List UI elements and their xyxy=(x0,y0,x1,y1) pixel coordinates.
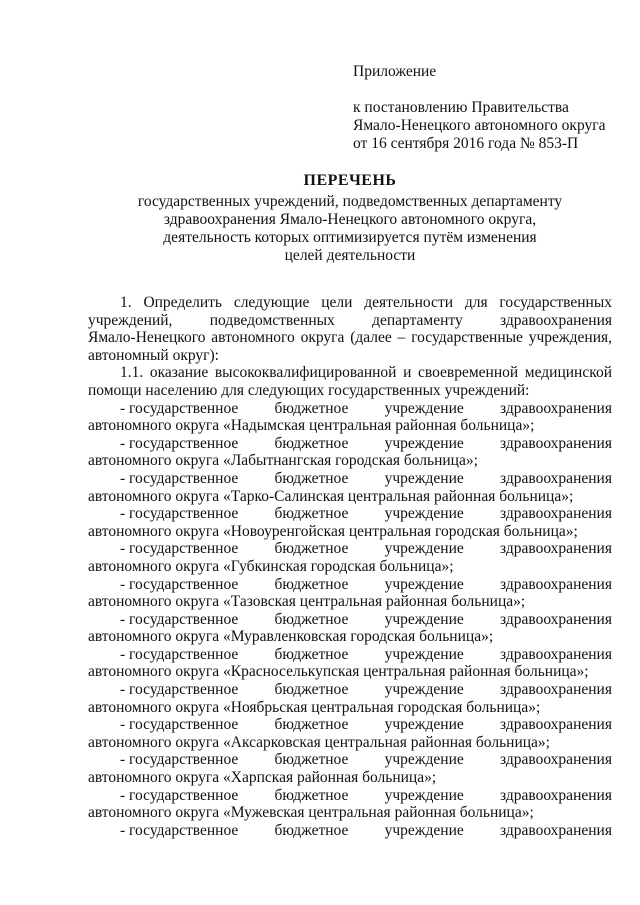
item-word: здравоохранения xyxy=(500,469,612,487)
item-word: - государственное xyxy=(120,751,239,769)
list-item-first-line xyxy=(88,646,612,664)
item-word: здравоохранения xyxy=(500,786,612,804)
appendix-header xyxy=(353,63,633,153)
list-item xyxy=(88,611,612,646)
paragraph-line: помощи населению для следующих государственных учреждений: xyxy=(88,381,530,399)
list-item-name: автономного округа «Ноябрьская центральная городская больница»; xyxy=(88,698,541,716)
paragraph-line: 1. Определить следующие цели деятельности для государственных xyxy=(120,294,612,311)
item-word: учреждение xyxy=(384,681,464,699)
item-word: учреждение xyxy=(384,821,464,839)
paragraph-1 xyxy=(88,294,612,364)
item-word: здравоохранения xyxy=(500,681,612,699)
list-item-partial xyxy=(88,822,612,840)
list-item-name: автономного округа «Красноселькупская центральная районная больница»; xyxy=(88,663,589,681)
item-word: бюджетное xyxy=(274,540,349,558)
item-word: - государственное xyxy=(120,786,239,804)
item-word: здравоохранения xyxy=(500,434,612,452)
item-word: - государственное xyxy=(120,540,239,558)
list-item xyxy=(88,716,612,751)
item-word: здравоохранения xyxy=(500,716,612,734)
item-word: учреждение xyxy=(384,505,464,523)
item-word: - государственное xyxy=(120,434,239,452)
list-item-name: автономного округа «Губкинская городская больница»; xyxy=(88,557,454,575)
list-item-first-line xyxy=(88,470,612,488)
item-word: - государственное xyxy=(120,505,239,523)
item-word: бюджетное xyxy=(274,821,349,839)
list-item xyxy=(88,751,612,786)
item-word: учреждение xyxy=(384,610,464,628)
title-line: здравоохранения Ямало-Ненецкого автономного округа, xyxy=(163,211,537,228)
title-line: государственных учреждений, подведомственных департаменту xyxy=(137,193,563,210)
item-word: бюджетное xyxy=(274,575,349,593)
list-item-name: автономного округа «Тазовская центральная районная больница»; xyxy=(88,593,526,611)
list-item-first-line xyxy=(88,540,612,558)
item-word: учреждение xyxy=(384,540,464,558)
list-item xyxy=(88,435,612,470)
item-word: - государственное xyxy=(120,645,239,663)
item-word: учреждение xyxy=(384,399,464,417)
paragraph-line: 1.1. оказание высококвалифицированной и своевременной медицинской xyxy=(120,364,612,382)
list-item-first-line xyxy=(88,400,612,418)
item-word: здравоохранения xyxy=(500,505,612,523)
item-word: здравоохранения xyxy=(500,610,612,628)
list-item xyxy=(88,470,612,505)
appendix-label: Приложение xyxy=(353,63,437,80)
item-word: бюджетное xyxy=(274,716,349,734)
list-item-name: автономного округа «Лабытнангская городская больница»; xyxy=(88,452,478,470)
institution-list xyxy=(88,400,612,822)
list-item-first-line xyxy=(88,576,612,594)
item-word: - государственное xyxy=(120,575,239,593)
title-line: целей деятельности xyxy=(284,247,416,264)
list-item-name: автономного округа «Новоуренгойская центральная городская больница»; xyxy=(88,522,578,540)
list-item-name: автономного округа «Надымская центральная районная больница»; xyxy=(88,417,535,435)
list-item-first-line xyxy=(88,716,612,734)
list-item xyxy=(88,400,612,435)
paragraph-line: учреждений, подведомственных департаменту здравоохранения xyxy=(88,311,612,329)
list-item-name: автономного округа «Тарко-Салинская центральная районная больница»; xyxy=(88,487,574,505)
item-word: учреждение xyxy=(384,434,464,452)
paragraph-line: автономный округ): xyxy=(88,346,219,364)
item-word: бюджетное xyxy=(274,681,349,699)
item-word: здравоохранения xyxy=(500,575,612,593)
item-word: бюджетное xyxy=(274,751,349,769)
appendix-line-1: к постановлению Правительства xyxy=(353,99,569,116)
list-item xyxy=(88,540,612,575)
list-item-name: автономного округа «Мужевская центральная районная больница»; xyxy=(88,804,534,822)
list-item-first-line xyxy=(88,505,612,523)
list-item xyxy=(88,505,612,540)
item-word: здравоохранения xyxy=(500,399,612,417)
item-word: - государственное xyxy=(120,610,239,628)
item-word: учреждение xyxy=(384,751,464,769)
title-line: деятельность которых оптимизируется путём изменения xyxy=(163,229,537,246)
item-word: - государственное xyxy=(120,716,239,734)
paragraph-1-1 xyxy=(88,364,612,399)
list-item-first-line xyxy=(88,787,612,805)
title-heading: ПЕРЕЧЕНЬ xyxy=(303,172,397,189)
list-item xyxy=(88,787,612,822)
item-word: - государственное xyxy=(120,399,239,417)
item-word: учреждение xyxy=(384,716,464,734)
list-item-first-line xyxy=(88,435,612,453)
item-word: здравоохранения xyxy=(500,751,612,769)
paragraph-line: Ямало-Ненецкого автономного округа (далее – государственные учреждения, xyxy=(88,329,612,347)
appendix-line-3: от 16 сентября 2016 года № 853-П xyxy=(353,135,579,152)
list-item xyxy=(88,681,612,716)
item-word: учреждение xyxy=(384,786,464,804)
item-word: учреждение xyxy=(384,575,464,593)
list-item-name: автономного округа «Харпская районная больница»; xyxy=(88,769,437,787)
item-word: бюджетное xyxy=(274,399,349,417)
list-item xyxy=(88,646,612,681)
item-word: бюджетное xyxy=(274,786,349,804)
document-title xyxy=(90,172,610,265)
document-body xyxy=(88,294,612,839)
appendix-line-2: Ямало-Ненецкого автономного округа xyxy=(353,117,606,134)
item-word: учреждение xyxy=(384,645,464,663)
item-word: - государственное xyxy=(120,821,239,839)
item-word: бюджетное xyxy=(274,645,349,663)
item-word: здравоохранения xyxy=(500,645,612,663)
item-word: учреждение xyxy=(384,469,464,487)
item-word: здравоохранения xyxy=(500,540,612,558)
item-word: бюджетное xyxy=(274,469,349,487)
item-word: здравоохранения xyxy=(500,821,612,839)
list-item-first-line xyxy=(88,681,612,699)
list-item xyxy=(88,576,612,611)
item-word: бюджетное xyxy=(274,434,349,452)
list-item-first-line xyxy=(88,751,612,769)
item-word: бюджетное xyxy=(274,505,349,523)
item-word: - государственное xyxy=(120,681,239,699)
item-word: - государственное xyxy=(120,469,239,487)
list-item-name: автономного округа «Муравленковская городская больница»; xyxy=(88,628,494,646)
list-item-name: автономного округа «Аксарковская центральная районная больница»; xyxy=(88,733,550,751)
list-item-first-line xyxy=(88,611,612,629)
item-word: бюджетное xyxy=(274,610,349,628)
